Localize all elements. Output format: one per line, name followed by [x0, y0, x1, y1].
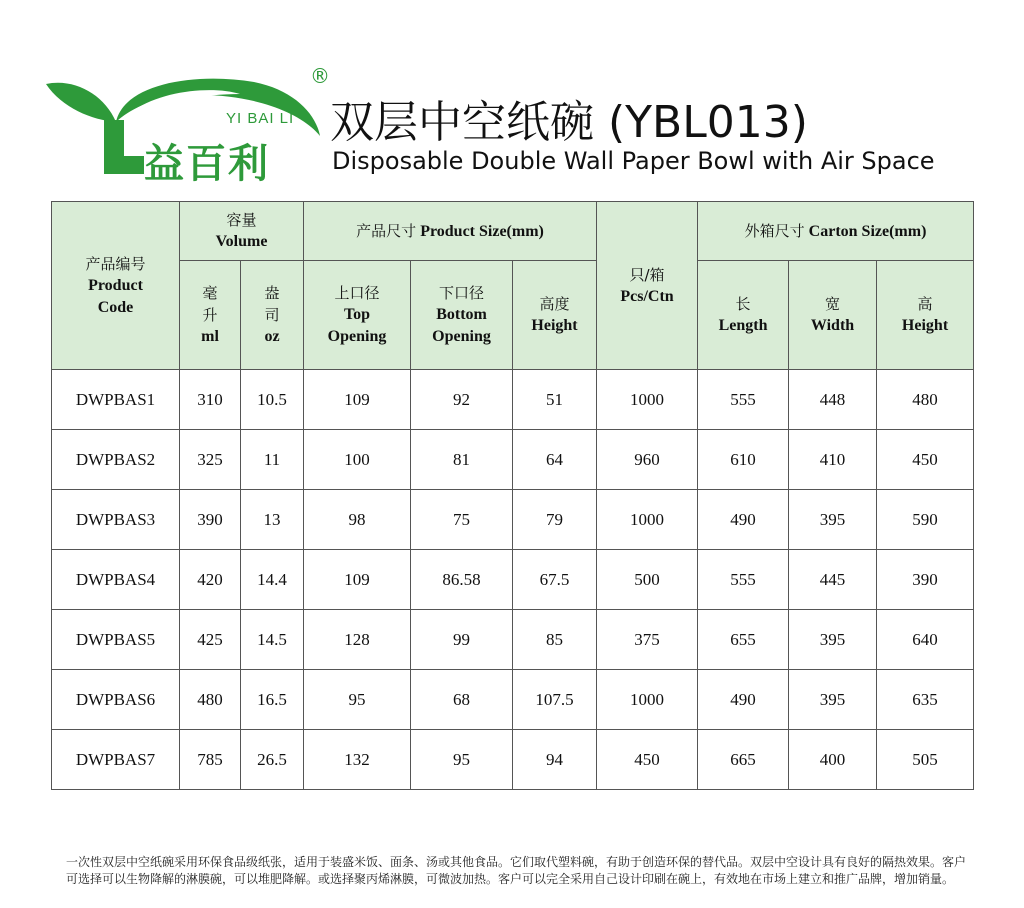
cell-pcs: 1000	[597, 370, 698, 430]
cell-code: DWPBAS4	[52, 550, 180, 610]
cell-length: 655	[698, 610, 789, 670]
cell-height: 79	[513, 490, 597, 550]
cell-code: DWPBAS2	[52, 430, 180, 490]
table-row	[52, 490, 974, 550]
cell-width: 400	[789, 730, 877, 790]
cell-height: 94	[513, 730, 597, 790]
cell-top: 128	[304, 610, 411, 670]
cell-ml: 785	[180, 730, 241, 790]
table-row	[52, 430, 974, 490]
header-bottom-opening: 下口径 Bottom Opening	[411, 261, 513, 370]
cell-oz: 16.5	[241, 670, 304, 730]
cell-top: 109	[304, 550, 411, 610]
cell-carton-height: 480	[877, 370, 974, 430]
spec-table	[51, 201, 974, 790]
cell-code: DWPBAS1	[52, 370, 180, 430]
cell-bottom: 99	[411, 610, 513, 670]
table-row	[52, 370, 974, 430]
page-title-cn: 双层中空纸碗 (YBL013)	[330, 97, 808, 148]
cell-pcs: 375	[597, 610, 698, 670]
cell-bottom: 81	[411, 430, 513, 490]
cell-code: DWPBAS6	[52, 670, 180, 730]
cell-length: 665	[698, 730, 789, 790]
cell-ml: 420	[180, 550, 241, 610]
cell-pcs: 1000	[597, 670, 698, 730]
registered-mark: ®	[310, 64, 330, 88]
footer-description: 一次性双层中空纸碗采用环保食品级纸张，适用于装盛米饭、面条、汤或其他食品。它们取代塑料碗，有助于创造环保的替代品。双层中空设计具有良好的隔热效果。客户可选择可以生物降解的淋膜碗，可以堆肥降解。或选择聚丙烯淋膜，可微波加热。客户可以完全采用自己设计印刷在碗上，有效地在市场上建立和推广品牌，增加销量。	[66, 855, 967, 886]
cell-bottom: 86.58	[411, 550, 513, 610]
header-height: 高度 Height	[513, 261, 597, 370]
cell-code: DWPBAS5	[52, 610, 180, 670]
cell-width: 395	[789, 490, 877, 550]
cell-top: 132	[304, 730, 411, 790]
header-carton-height: 高 Height	[877, 261, 974, 370]
cell-top: 95	[304, 670, 411, 730]
header-oz: 盎 司 oz	[241, 261, 304, 370]
cell-length: 490	[698, 490, 789, 550]
cell-pcs: 960	[597, 430, 698, 490]
cell-code: DWPBAS3	[52, 490, 180, 550]
cell-ml: 390	[180, 490, 241, 550]
cell-length: 555	[698, 550, 789, 610]
cell-carton-height: 640	[877, 610, 974, 670]
cell-top: 98	[304, 490, 411, 550]
cell-oz: 10.5	[241, 370, 304, 430]
cell-bottom: 68	[411, 670, 513, 730]
cell-pcs: 450	[597, 730, 698, 790]
cell-oz: 13	[241, 490, 304, 550]
cell-code: DWPBAS7	[52, 730, 180, 790]
cell-pcs: 500	[597, 550, 698, 610]
brand-name-cn: 益百利	[144, 141, 270, 187]
table-row	[52, 610, 974, 670]
cell-ml: 425	[180, 610, 241, 670]
cell-oz: 26.5	[241, 730, 304, 790]
cell-top: 109	[304, 370, 411, 430]
cell-bottom: 95	[411, 730, 513, 790]
cell-pcs: 1000	[597, 490, 698, 550]
cell-width: 410	[789, 430, 877, 490]
cell-ml: 480	[180, 670, 241, 730]
cell-height: 85	[513, 610, 597, 670]
header-carton-size: 外箱尺寸 Carton Size(mm)	[698, 202, 974, 261]
cell-oz: 14.5	[241, 610, 304, 670]
cell-carton-height: 505	[877, 730, 974, 790]
cell-height: 64	[513, 430, 597, 490]
cell-height: 51	[513, 370, 597, 430]
header-product-size: 产品尺寸 Product Size(mm)	[304, 202, 597, 261]
header-pcs-ctn: 只/箱 Pcs/Ctn	[597, 202, 698, 370]
cell-length: 610	[698, 430, 789, 490]
cell-bottom: 75	[411, 490, 513, 550]
cell-carton-height: 635	[877, 670, 974, 730]
cell-length: 555	[698, 370, 789, 430]
table-row	[52, 670, 974, 730]
cell-width: 445	[789, 550, 877, 610]
header-length: 长 Length	[698, 261, 789, 370]
cell-ml: 325	[180, 430, 241, 490]
cell-carton-height: 590	[877, 490, 974, 550]
table-row	[52, 730, 974, 790]
cell-height: 67.5	[513, 550, 597, 610]
brand-logo	[44, 64, 334, 187]
cell-height: 107.5	[513, 670, 597, 730]
cell-length: 490	[698, 670, 789, 730]
cell-ml: 310	[180, 370, 241, 430]
brand-romanized: YI BAI LI	[226, 110, 295, 127]
header-volume: 容量 Volume	[180, 202, 304, 261]
cell-width: 395	[789, 670, 877, 730]
cell-top: 100	[304, 430, 411, 490]
table-row	[52, 550, 974, 610]
cell-oz: 14.4	[241, 550, 304, 610]
header-top-opening: 上口径 Top Opening	[304, 261, 411, 370]
cell-width: 448	[789, 370, 877, 430]
header-product-code: 产品编号 Product Code	[52, 202, 180, 370]
cell-width: 395	[789, 610, 877, 670]
cell-oz: 11	[241, 430, 304, 490]
page-title-en: Disposable Double Wall Paper Bowl with Air Space	[332, 147, 935, 175]
cell-bottom: 92	[411, 370, 513, 430]
header-ml: 毫 升 ml	[180, 261, 241, 370]
header-width: 宽 Width	[789, 261, 877, 370]
cell-carton-height: 390	[877, 550, 974, 610]
cell-carton-height: 450	[877, 430, 974, 490]
